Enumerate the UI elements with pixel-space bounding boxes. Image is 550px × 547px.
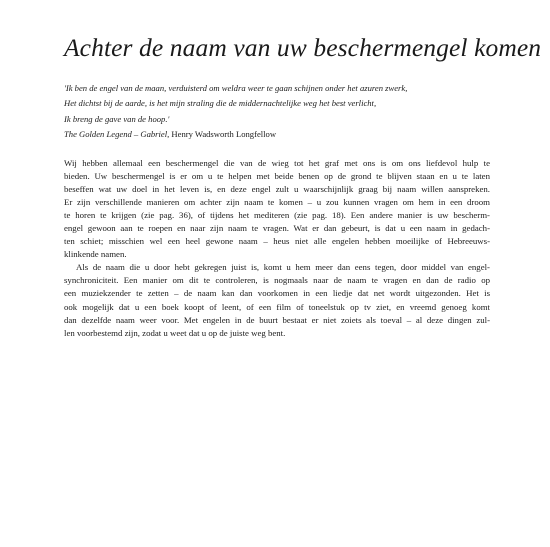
epigraph-line: Ik breng de gave van de hoop.' bbox=[64, 113, 170, 124]
epigraph bbox=[64, 81, 514, 143]
text-line: ten schiet; misschien wel een heel gewone naam – heus niet alle engelen hebben moeilijke of Hebreeuws- bbox=[64, 236, 490, 247]
text-line: Wij hebben allemaal een beschermengel die van de wieg tot het graf met ons is om ons liefdevol hulp te bbox=[64, 158, 490, 168]
text-line: engel gewoon aan te roepen en naar zijn naam te vragen. Wat er dan gebeurt, is dat u een naam in gedach- bbox=[64, 223, 490, 234]
epigraph-line: Het dichtst bij de aarde, is het mijn straling die de middernachtelijke weg het best verlicht, bbox=[64, 98, 377, 109]
text-line: klinkende namen. bbox=[64, 249, 127, 260]
epigraph-attribution bbox=[64, 127, 514, 142]
epigraph-line: 'Ik ben de engel van de maan, verduisterd om weldra weer te gaan schijnen onder het azuren zwerk, bbox=[64, 83, 408, 93]
text-line: synchroniciteit. Een manier om dit te controleren, is nogmaals naar de naam te vragen en dan de radio op bbox=[64, 275, 490, 286]
text-line: dan dezelfde naam weer voor. Met engelen in de buurt bestaat er niet zoiets als toeval – al deze dingen zul- bbox=[64, 314, 490, 325]
text-line: Als de naam die u door hebt gekregen juist is, komt u hem meer dan eens tegen, door middel van engel- bbox=[76, 262, 490, 273]
paragraph-1 bbox=[64, 157, 490, 261]
text-line: Er zijn verschillende manieren om achter zijn naam te komen – u zou kunnen vragen om hem in een droom bbox=[64, 197, 490, 208]
epigraph-source-author: , Henry Wadsworth Longfellow bbox=[167, 129, 277, 140]
body-text bbox=[64, 157, 490, 340]
text-line: een muziekzender te zetten – de naam kan dan voorkomen in een liedje dat net wordt uitgezonden. Het is bbox=[64, 288, 490, 299]
text-line: te horen te krijgen (zie pag. 36), of tijdens het mediteren (zie pag. 18). Een andere manier is uw bescherm- bbox=[64, 210, 490, 221]
text-line: bieden. Uw beschermengel is er om u te helpen met beide benen op de grond te blijven staan en u te laten bbox=[64, 171, 490, 182]
epigraph-source-title: The Golden Legend – Gabriel bbox=[64, 129, 168, 140]
text-line: beseffen wat uw doel in het leven is, en deze engel zult u waarschijnlijk graag bij naam willen aanspreken. bbox=[64, 184, 490, 195]
text-line: len voorbestemd zijn, zodat u weet dat u op de juiste weg bent. bbox=[64, 327, 286, 338]
text-line: ook mogelijk dat u een boek koopt of leent, of een film of toneelstuk op tv ziet, en vreemd genoeg komt bbox=[64, 301, 490, 312]
page-title: Achter de naam van uw beschermengel komen bbox=[64, 33, 542, 62]
paragraph-2 bbox=[64, 261, 490, 339]
